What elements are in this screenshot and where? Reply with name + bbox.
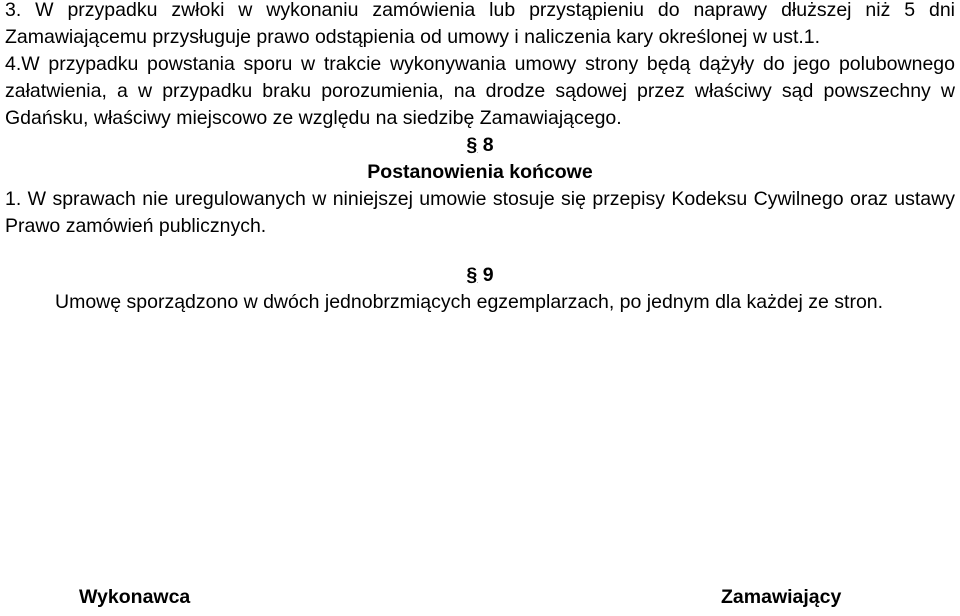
paragraph-4: 4.W przypadku powstania sporu w trakcie wykonywania umowy strony będą dążyły do jego polubownego załatwienia, a w przypadku braku porozumienia, na drodze sądowej przez właściwy sąd powszechny w Gdańsku, właściwy miejscowo ze względu na siedzibę Zamawiającego.: [5, 53, 955, 129]
section-8-number: 8: [482, 134, 494, 156]
signature-block: [0, 586, 960, 616]
document-body: [5, 0, 955, 316]
section-8-title: Postanowienia końcowe: [367, 161, 593, 183]
spacer: [5, 240, 955, 262]
section-sign-icon: §: [466, 134, 478, 156]
section-8-heading: [5, 132, 955, 159]
paragraph-9: Umowę sporządzono w dwóch jednobrzmiących egzemplarzach, po jednym dla każdej ze stron.: [55, 291, 884, 313]
paragraph-3: 3. W przypadku zwłoki w wykonaniu zamówienia lub przystąpieniu do naprawy dłuższej niż 5 dni Zamawiającemu przysługuje prawo odstąpienia od umowy i naliczenia kary określonej w ust.1.: [5, 0, 955, 48]
paragraph-8-1: 1. W sprawach nie uregulowanych w niniejszej umowie stosuje się przepisy Kodeksu Cywilnego oraz ustawy Prawo zamówień publicznych.: [5, 188, 955, 237]
signature-client: Zamawiający: [721, 586, 842, 608]
signature-contractor: Wykonawca: [79, 586, 191, 608]
section-9-heading: [5, 262, 955, 289]
section-9-number: 9: [482, 264, 494, 286]
section-sign-icon: §: [466, 264, 478, 286]
